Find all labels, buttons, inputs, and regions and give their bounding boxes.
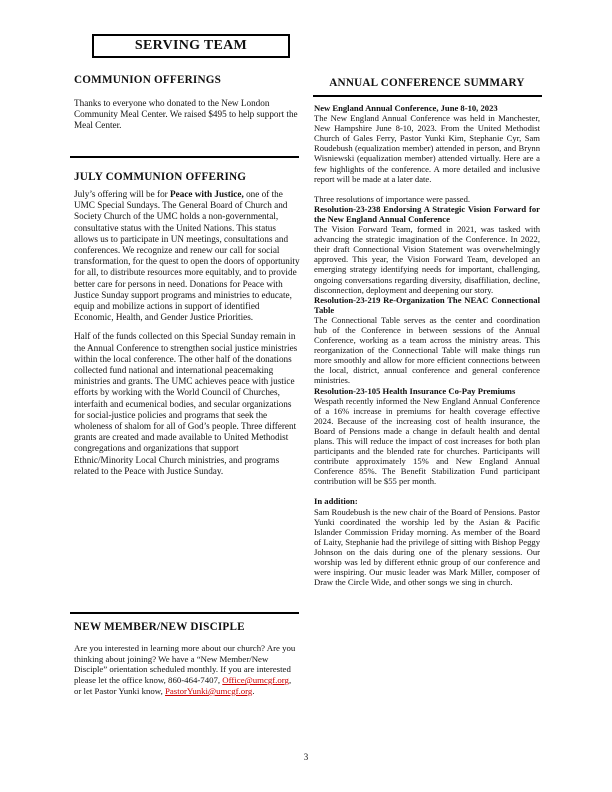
new-member-body	[74, 643, 300, 697]
three-resolutions-text: Three resolutions of importance were passed.	[314, 193, 471, 204]
annual-conference-heading: ANNUAL CONFERENCE SUMMARY	[329, 77, 525, 89]
resolution-1-title: Resolution-23-238 Endorsing A Strategic Vision Forward for the New England Annual Conference	[314, 203, 540, 224]
new-member-text-end: .	[252, 685, 255, 696]
new-member-section	[74, 621, 300, 697]
office-email-link[interactable]: Office@umcgf.org	[222, 675, 289, 686]
resolution-1-body: The Vision Forward Team, formed in 2021, was tasked with advancing the strategic imagination of the Conference. In 2022, their draft Connectional Vision Statement was overwhelmingly approved. This year, the Vision Forward Team, developed an emerging strategy identifying needs for important, challenging, ongoing conversations regarding diversity, disaffiliation, decline, disconnection, deployment and deepening our story.	[314, 224, 540, 295]
resolution-2-title: Resolution-23-219 Re-Organization The NEAC Connectional Table	[314, 294, 540, 315]
conference-intro: The New England Annual Conference was held in Manchester, New Hampshire June 8-10, 2023. From the United Methodist Church of Gales Ferry, Pastor Yunki Kim, Stephanie Cyr, Sam Roudebush (equalization member) attended in person, and Brynn Wisniewski (equalization member) attended virtually. Here are a few highlights of the conference. A more detailed and inclusive report will be made at a later date.	[314, 113, 540, 184]
in-addition-title: In addition:	[314, 496, 358, 507]
page-number: 3	[303, 752, 309, 762]
communion-offerings-heading: COMMUNION OFFERINGS	[74, 74, 222, 86]
resolution-3-body: Wespath recently informed the New England Annual Conference of a 16% increase in premiums for health coverage effective 2024. Because of the increasing cost of health insurance, the Board of Pensions made a change in default health and dental plans. This will reduce the impact of cost increases for both plan participants and the blended rate for churches. Participants will contribute approximately 15% and New England Annual Conference 85%. The Benefit Stabilization Fund participant contribution will be $55 per month.	[314, 395, 540, 487]
july-offering-text-cont: one of the UMC Special Sundays. The General Board of Church and Society Church of the UMC holds a non-governmental, consultative status with the United Nations. This status allows us to participate in UN meetings, consultations and conferences. We recognize and renew our call for social transformation, for the quest to open the doors of opportunity for all, to distribute resources more equitably, and to provide better care for persons in need. Donations for Peace with Justice Sunday support programs and ministries to educate, equip and mobilize actions in support of identified Economic, Health, and Gender Justice Priorities.	[74, 189, 300, 323]
page-title: SERVING TEAM	[134, 38, 248, 53]
resolution-3-title: Resolution-23-105 Health Insurance Co-Pay Premiums	[314, 385, 516, 396]
page-title-box	[92, 34, 290, 58]
communion-offerings-body: Thanks to everyone who donated to the New London Community Meal Center. We raised $495 to help support the Meal Center.	[74, 98, 298, 131]
section-divider	[70, 612, 299, 614]
july-offering-paragraph-2: Half of the funds collected on this Special Sunday remain in the Annual Conference to strengthen social justice ministries within the local conference. The other half of the donations collected fund national and international peacemaking ministries and grants. The UMC achieves peace with justice efforts by working with the World Council of Churches, interfaith and ecumenical bodies, and secular organizations for social-justice policies and programs that seek the wholeness of shalom for all of God’s people. Three different grants are created and made available to United Methodist congregations and organizations that support Ethnic/Minority Local Church ministries, and programs related to the Peace with Justice Sunday.	[74, 331, 298, 476]
peace-with-justice-bold: Peace with Justice,	[170, 189, 244, 199]
conference-subheading: New England Annual Conference, June 8-10, 2023	[314, 103, 498, 113]
communion-offerings-section	[74, 74, 300, 132]
new-member-text-mid: , or let Pastor Yunki know,	[74, 675, 292, 696]
new-member-heading: NEW MEMBER/NEW DISCIPLE	[74, 621, 245, 633]
july-offering-paragraph-1	[74, 189, 300, 323]
section-divider	[70, 156, 299, 158]
new-member-text: Are you interested in learning more about our church? Are you thinking about joining? We have a “New Member/New Disciple” orientation scheduled monthly. If you are interested please let the office know, 860-464-7407,	[74, 643, 296, 686]
july-offering-heading: JULY COMMUNION OFFERING	[74, 171, 247, 183]
pastor-email-link[interactable]: PastorYunki@umcgf.org	[164, 685, 253, 696]
section-divider	[313, 95, 542, 97]
annual-conference-section	[314, 77, 540, 587]
in-addition-body: Sam Roudebush is the new chair of the Board of Pensions. Pastor Yunki coordinated the worship led by the Asian & Pacific Islander Commission Friday morning. As member of the Board of Laity, Stephanie had the privilege of sitting with Bishop Peggy Johnson on the dais during one of the plenary sessions. Our worship was led by different ethnic group of our conference and were inspiring. Our music leader was Mark Miller, composer of Draw the Circle Wide, and other songs we sing in church.	[314, 506, 540, 588]
july-offering-text: July’s offering will be for	[74, 189, 171, 199]
resolution-2-body: The Connectional Table serves as the center and coordination hub of the Conference in between sessions of the Annual Conference, working as a team across the ministry areas. This reorganization of the Connectional Table will make things run more smoothly and allow for more efficient connections between the local, district, annual conference and general conference ministries.	[314, 314, 540, 386]
july-offering-section	[74, 171, 300, 477]
